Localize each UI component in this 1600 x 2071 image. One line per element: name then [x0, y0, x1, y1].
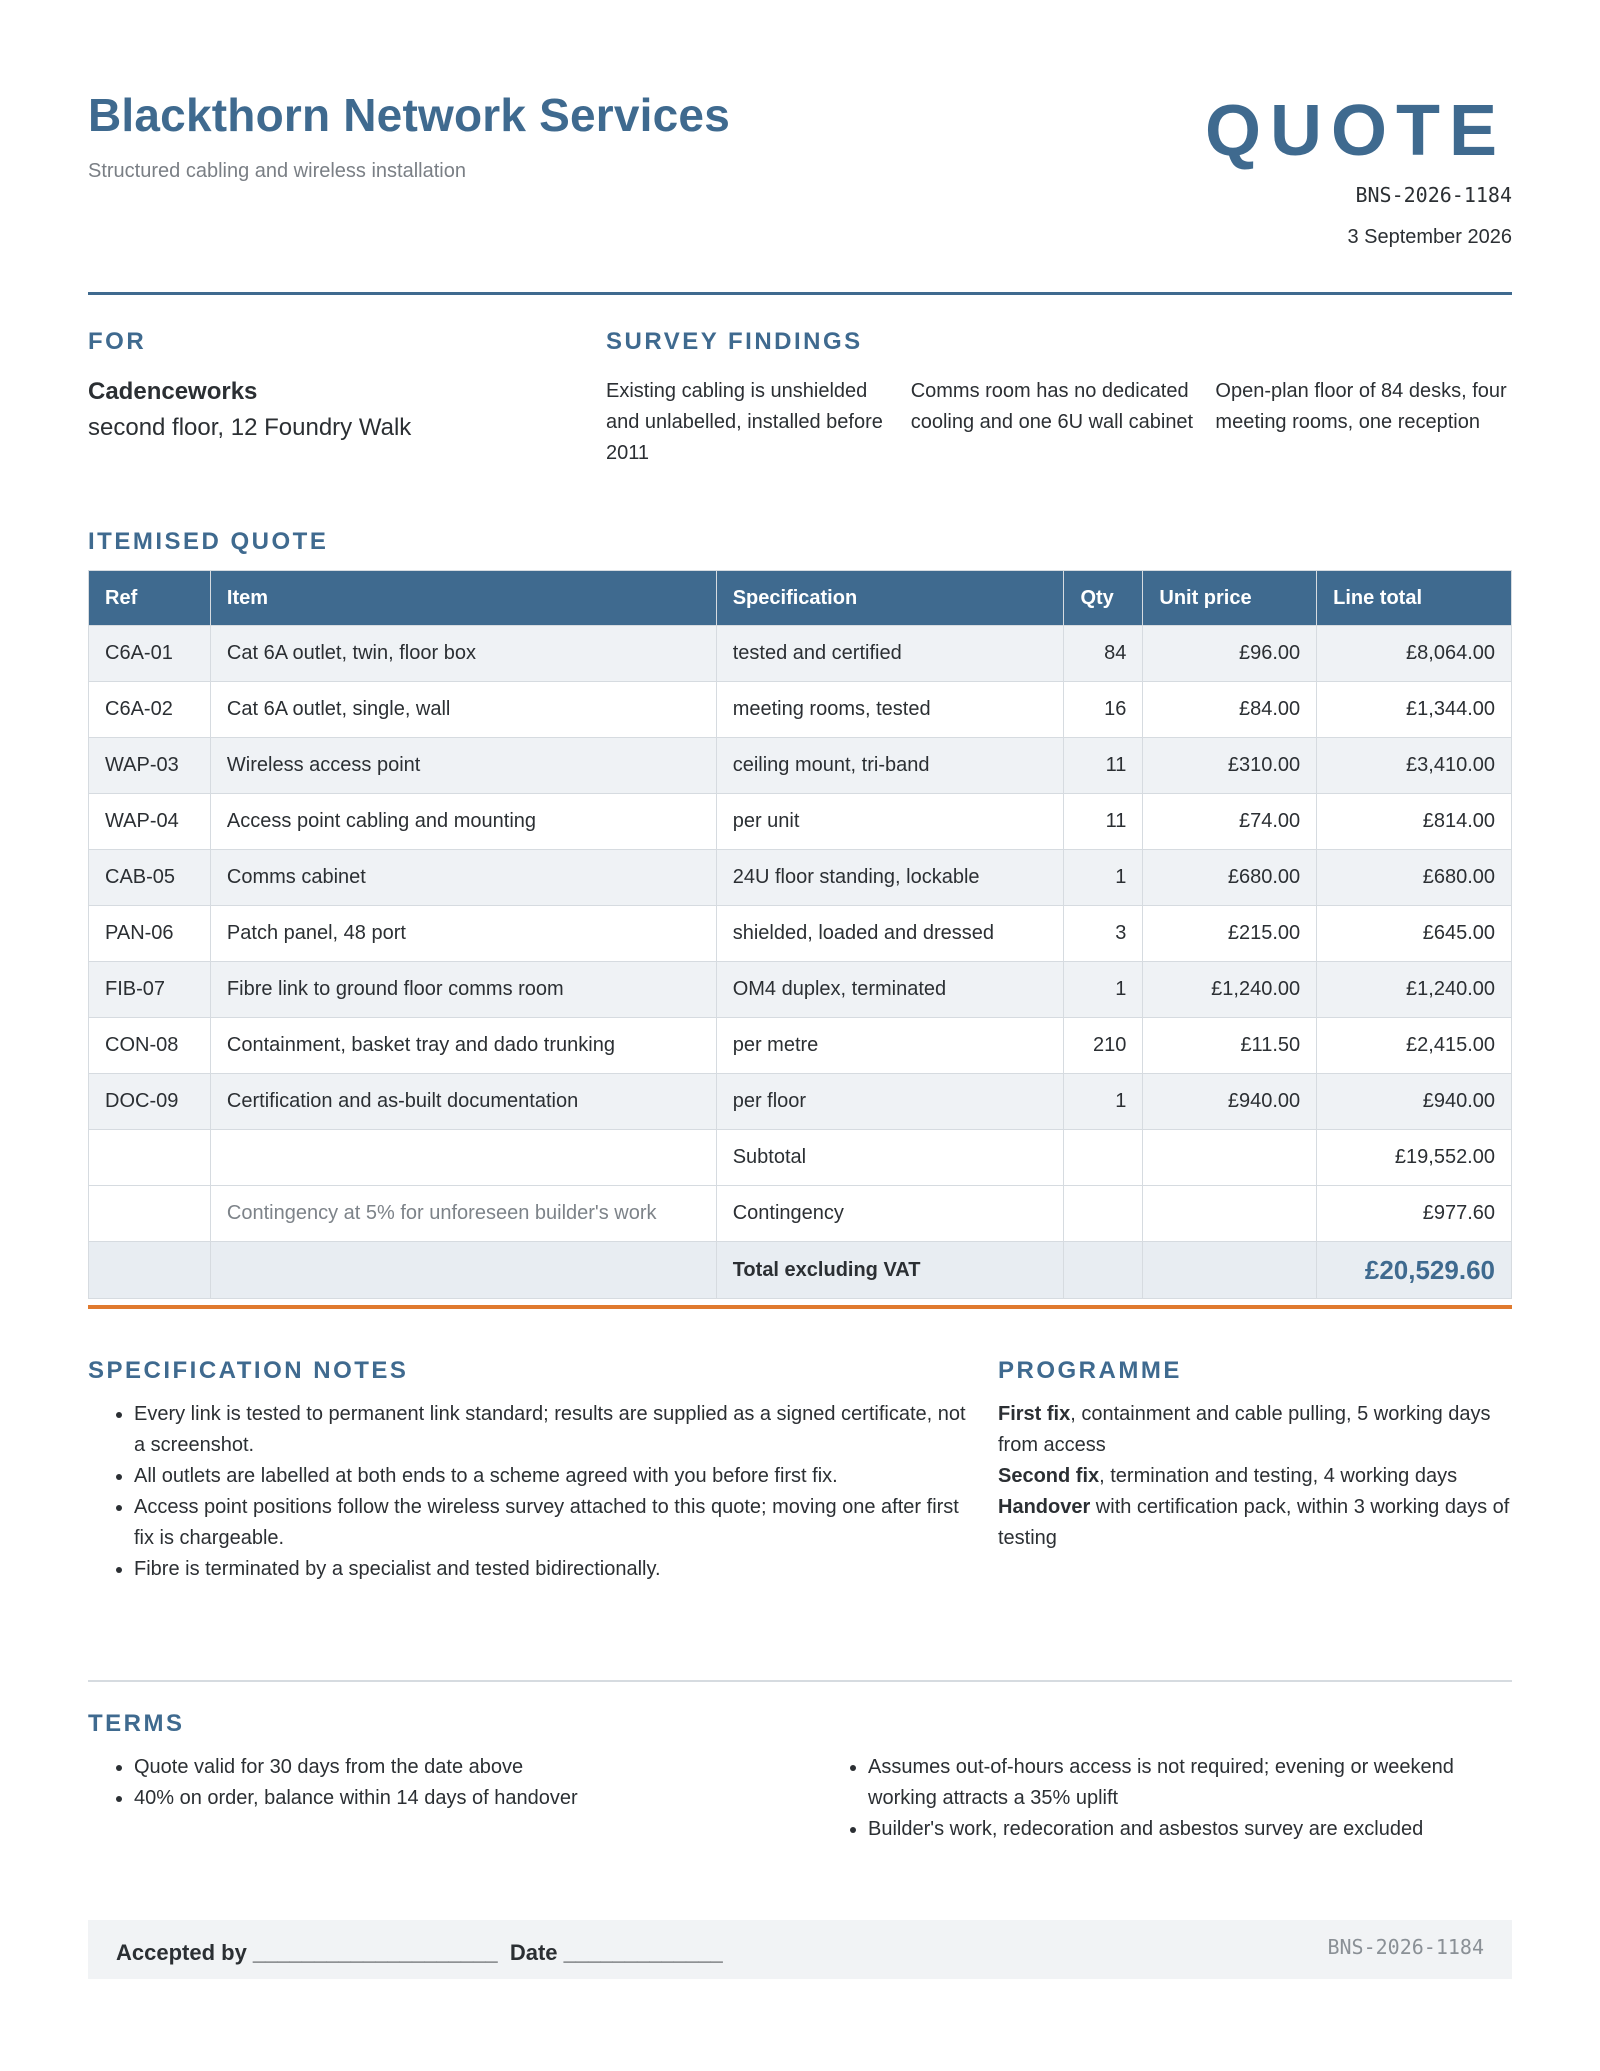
cell-item: Patch panel, 48 port [210, 906, 716, 962]
cell-line-total: £1,240.00 [1317, 962, 1512, 1018]
column-header-item: Item [210, 571, 716, 626]
table-row [89, 738, 1512, 794]
stage-name: Second fix [998, 1465, 1100, 1487]
cell-line-total: £814.00 [1317, 794, 1512, 850]
cell-line-total: £2,415.00 [1317, 1018, 1512, 1074]
cell-qty: 3 [1064, 906, 1143, 962]
survey-section [606, 328, 1512, 469]
client-name: Cadenceworks [88, 378, 258, 405]
term-item: • Builder's work, redecoration and asbestos survey are excluded [868, 1814, 1512, 1845]
specification-notes-section [88, 1357, 968, 1585]
cell-ref: C6A-02 [89, 682, 211, 738]
spec-note: • Fibre is terminated by a specialist and tested bidirectionally. [134, 1554, 968, 1585]
cell-specification: per floor [716, 1074, 1064, 1130]
terms-divider [88, 1680, 1512, 1682]
cell-qty: 84 [1064, 626, 1143, 682]
cell-specification: per unit [716, 794, 1064, 850]
company-name: Blackthorn Network Services [88, 89, 730, 141]
cell-ref: WAP-03 [89, 738, 211, 794]
cell-specification: per metre [716, 1018, 1064, 1074]
table-row [89, 962, 1512, 1018]
stage-name: First fix [998, 1403, 1071, 1425]
cell-qty: 11 [1064, 794, 1143, 850]
itemised-heading: ITEMISED QUOTE [88, 528, 329, 555]
cell-unit-price: £84.00 [1143, 682, 1317, 738]
stage-detail: , containment and cable pulling, 5 working days from access [998, 1403, 1491, 1456]
table-row [89, 850, 1512, 906]
column-header-unit-price: Unit price [1143, 571, 1317, 626]
survey-finding: Comms room has no dedicated cooling and one 6U wall cabinet [910, 380, 1194, 433]
cell-item: Cat 6A outlet, single, wall [210, 682, 716, 738]
column-header-line-total: Line total [1317, 571, 1512, 626]
stage-detail: with certification pack, within 3 working days of testing [998, 1496, 1510, 1549]
cell-qty: 1 [1064, 962, 1143, 1018]
cell-unit-price: £1,240.00 [1143, 962, 1317, 1018]
survey-finding: Open-plan floor of 84 desks, four meeting rooms, one reception [1215, 380, 1507, 433]
cell-unit-price: £310.00 [1143, 738, 1317, 794]
survey-heading: SURVEY FINDINGS [606, 328, 863, 355]
stage-detail: , termination and testing, 4 working days [1099, 1465, 1458, 1487]
cell-ref: C6A-01 [89, 626, 211, 682]
cell-specification: ceiling mount, tri-band [716, 738, 1064, 794]
contingency-value: £977.60 [1317, 1186, 1512, 1242]
cell-line-total: £645.00 [1317, 906, 1512, 962]
table-row [89, 906, 1512, 962]
term-item: • 40% on order, balance within 14 days of handover [134, 1783, 788, 1814]
column-header-qty: Qty [1064, 571, 1143, 626]
cell-unit-price: £74.00 [1143, 794, 1317, 850]
cell-ref: WAP-04 [89, 794, 211, 850]
cell-qty: 16 [1064, 682, 1143, 738]
subtotal-value: £19,552.00 [1317, 1130, 1512, 1186]
subtotal-row [89, 1130, 1512, 1186]
cell-ref: CON-08 [89, 1018, 211, 1074]
spec-notes-heading: SPECIFICATION NOTES [88, 1357, 409, 1384]
cell-line-total: £680.00 [1317, 850, 1512, 906]
cell-item: Certification and as-built documentation [210, 1074, 716, 1130]
cell-line-total: £3,410.00 [1317, 738, 1512, 794]
cell-qty: 11 [1064, 738, 1143, 794]
cell-qty: 1 [1064, 1074, 1143, 1130]
programme-stage [998, 1399, 1512, 1461]
programme-stage [998, 1492, 1512, 1554]
contingency-note: Contingency at 5% for unforeseen builder's work [210, 1186, 716, 1242]
cell-item: Access point cabling and mounting [210, 794, 716, 850]
cell-line-total: £8,064.00 [1317, 626, 1512, 682]
spec-note: • Access point positions follow the wireless survey attached to this quote; moving one after first fix is chargeable. [134, 1492, 968, 1554]
cell-item: Wireless access point [210, 738, 716, 794]
cell-unit-price: £96.00 [1143, 626, 1317, 682]
cell-specification: tested and certified [716, 626, 1064, 682]
terms-right-column [822, 1738, 1512, 1845]
table-header-row [89, 571, 1512, 626]
footer-quote-number: BNS-2026-1184 [1327, 1935, 1484, 1959]
cell-item: Cat 6A outlet, twin, floor box [210, 626, 716, 682]
programme-section [998, 1357, 1512, 1554]
cell-item: Containment, basket tray and dado trunking [210, 1018, 716, 1074]
cell-specification: OM4 duplex, terminated [716, 962, 1064, 1018]
cell-specification: 24U floor standing, lockable [716, 850, 1064, 906]
column-header-ref: Ref [89, 571, 211, 626]
client-section [88, 328, 568, 442]
subtotal-label: Subtotal [716, 1130, 1064, 1186]
cell-qty: 210 [1064, 1018, 1143, 1074]
cell-ref: DOC-09 [89, 1074, 211, 1130]
cell-line-total: £1,344.00 [1317, 682, 1512, 738]
total-row [89, 1242, 1512, 1299]
spec-note: • All outlets are labelled at both ends to a scheme agreed with you before first fix. [134, 1461, 968, 1492]
term-item: • Quote valid for 30 days from the date above [134, 1752, 788, 1783]
programme-stage [998, 1461, 1512, 1492]
total-accent-rule [88, 1305, 1512, 1309]
cell-specification: shielded, loaded and dressed [716, 906, 1064, 962]
client-address: second floor, 12 Foundry Walk [88, 414, 412, 441]
terms-list [822, 1752, 1512, 1845]
terms-heading: TERMS [88, 1710, 185, 1737]
contingency-label: Contingency [716, 1186, 1064, 1242]
cell-line-total: £940.00 [1317, 1074, 1512, 1130]
company-tagline: Structured cabling and wireless installation [88, 160, 466, 182]
acceptance-bar [88, 1920, 1512, 1979]
cell-specification: meeting rooms, tested [716, 682, 1064, 738]
terms-left-column [88, 1738, 788, 1814]
quote-date: 3 September 2026 [1347, 226, 1512, 248]
stage-name: Handover [998, 1496, 1091, 1518]
cell-qty: 1 [1064, 850, 1143, 906]
column-header-specification: Specification [716, 571, 1064, 626]
contingency-row [89, 1186, 1512, 1242]
cell-ref: CAB-05 [89, 850, 211, 906]
survey-finding: Existing cabling is unshielded and unlabelled, installed before 2011 [606, 380, 883, 464]
table-row [89, 682, 1512, 738]
total-value: £20,529.60 [1317, 1242, 1512, 1299]
table-row [89, 794, 1512, 850]
table-row [89, 626, 1512, 682]
document-type: QUOTE [1204, 91, 1506, 171]
quote-number: BNS-2026-1184 [1355, 183, 1512, 207]
cell-unit-price: £940.00 [1143, 1074, 1317, 1130]
cell-ref: PAN-06 [89, 906, 211, 962]
cell-unit-price: £215.00 [1143, 906, 1317, 962]
cell-unit-price: £11.50 [1143, 1018, 1317, 1074]
term-item: • Assumes out-of-hours access is not required; evening or weekend working attracts a 35% uplift [868, 1752, 1512, 1814]
cell-unit-price: £680.00 [1143, 850, 1317, 906]
cell-item: Fibre link to ground floor comms room [210, 962, 716, 1018]
programme-heading: PROGRAMME [998, 1357, 1182, 1384]
acceptance-line: Accepted by ____________________ Date _____________ [116, 1940, 723, 1965]
total-label: Total excluding VAT [716, 1242, 1064, 1299]
table-row [89, 1074, 1512, 1130]
cell-ref: FIB-07 [89, 962, 211, 1018]
table-row [89, 1018, 1512, 1074]
for-heading: FOR [88, 328, 147, 355]
terms-list [88, 1752, 788, 1814]
cell-item: Comms cabinet [210, 850, 716, 906]
itemised-table [88, 570, 1512, 1299]
spec-notes-list [88, 1399, 968, 1585]
header-divider [88, 292, 1512, 295]
spec-note: • Every link is tested to permanent link standard; results are supplied as a signed certificate, not a screenshot. [134, 1399, 968, 1461]
